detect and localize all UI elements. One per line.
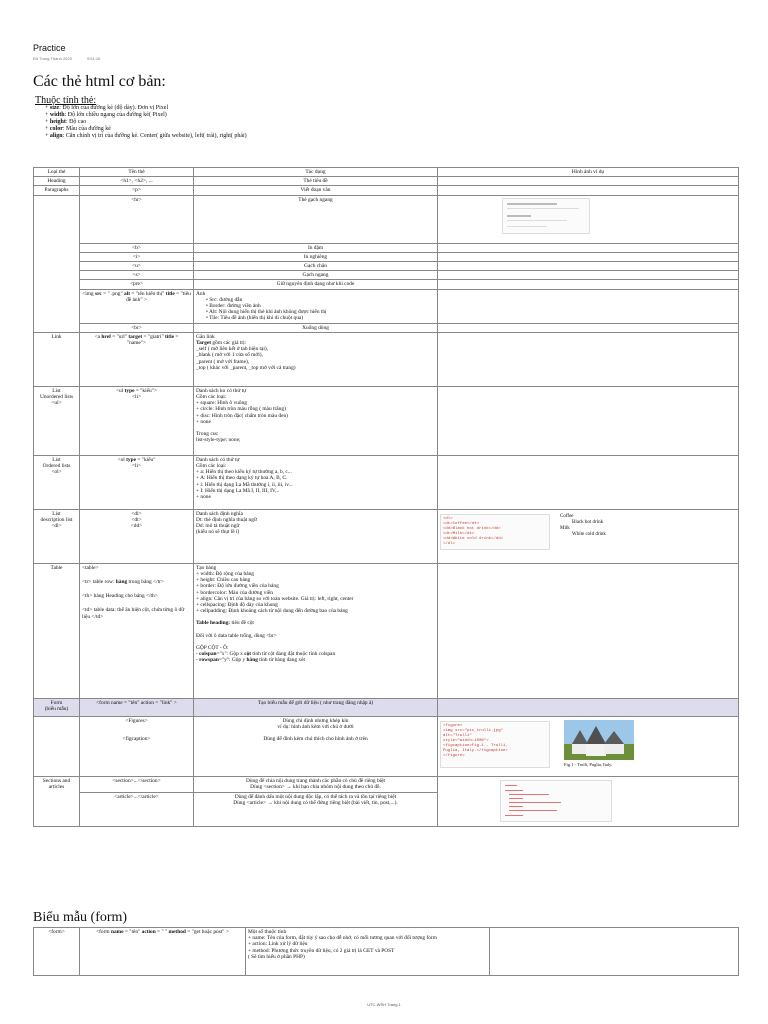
cell [438,252,739,261]
attribute-item: + align: Căn chỉnh vị trí của đường kẻ. Center( giữa website), left( trái), right( phải) [45,133,247,139]
cell [438,455,739,509]
th-effect: Tác dụng [194,168,438,177]
cell: <ol type = "kiểu" <li> [80,455,194,509]
cell [490,928,739,976]
cell [34,195,80,332]
th-example: Hình ảnh ví dụ [438,168,739,177]
cell [438,698,739,716]
cell: Table [34,563,80,698]
cell: <pre> [80,280,194,289]
cell [34,716,80,776]
cell: Gạch chân [194,262,438,271]
attribute-item: + size: Độ lớn của đường kẻ (độ dày). Đơn vị Pixel [45,105,169,111]
table-row [34,776,739,792]
cell: Giữ nguyên định dạng như khi code [194,280,438,289]
cell: Danh sách ko có thứ tự Gồm các loại: + square: Hình ô vuông + circle: Hình tròn màu rỗng ( màu trắng) + disc: Hình tròn đặc( chấm tròn màu đen) + none Trong css: list-style-type: none; [194,386,438,455]
cell: Tạo bảng + width: Độ rộng của bảng + height: Chiều cao bảng + border: Độ lớn đường viền của bảng + bordercolor: Màu của đường viền + align: Căn vị trí của bảng so với toàn website. Giá trị: left, right, center + cellspacing: Định độ dày của khung + cellpadding: Định khoảng cách từ nội dung đến đường bao của bảng Table heading: tiêu đề cột Đối với ô data table trống, dùng <br> GỘP CỘT - Ô: - colspan="x": Gộp x cột tính từ cột đang đặt thuộc tính colspan - rowspan="y": Gộp y hàng tính từ hàng đang xét [194,563,438,698]
cell: Một số thuộc tính + name: Tên của form, đặt tùy ý sao cho dễ nhớ, có mối tương quan với đối tượng form + action: Link xử lý dữ liệu + method: Phương thức truyền dữ liệu, có 2 giá trị là GET và POST ( Sẽ tìm hiểu ở phần PHP) [246,928,490,976]
cell: Ảnh • Src: đường dẫn • Border: đường viền ảnh • Alt: Nội dung hiển thị thẻ khi ảnh không được hiển thị • Tile: Tiêu đề ảnh (hiển thị khi di chuột qua) [194,289,438,323]
cell: Dùng để chia nội dung trang thành các phần có chủ đề riêng biệt Dùng <section> → khi bạn chia nhóm nội dung theo chủ đề. [194,776,438,792]
cell: <article>...</article> [80,792,194,826]
cell: <dl> <dt> <dd> [80,509,194,563]
table-row [34,386,739,455]
cell: <form name = "tên" action = " " method = "get hoặc post" > [80,928,246,976]
hr-example-cell [438,195,739,243]
cell [438,563,739,698]
main-title: Các thẻ html cơ bản: [33,73,166,90]
table-row [34,455,739,509]
cell: <table> <tr> table row: hàng trong bảng </tr> <th> hàng Heading cho bảng </th> <td> table data: thể ăn hiện cột, chứa từng ô dữ liệu </td> [80,563,194,698]
table-row [34,332,739,386]
dl-rendered-output: Coffee Black hot drink Milk White cold drink [560,513,606,537]
page-footer: UTC-WSH Trang 1 [367,1002,401,1007]
trulli-photo [564,720,634,760]
cell: <hr> [80,195,194,243]
cell: Thẻ gạch ngang [194,195,438,243]
th-tag: Tên thẻ [80,168,194,177]
cell: <Figures> <figcaption> [80,716,194,776]
date-label: 9:51:16 [86,56,101,61]
table-row [34,252,739,261]
cell: Dùng để đánh dấu một nội dung độc lập, có thể tách ra và tồn tại riêng biệt Dùng <article> → khi nội dung có thể đứng riêng biệt (bài viết, tin, post,...). [194,792,438,826]
cell: <s> [80,271,194,280]
cell: <b> [80,243,194,252]
cell: <ul type = "kiểu"> <li> [80,386,194,455]
cell [438,332,739,386]
cell: <i> [80,252,194,261]
cell: <br> [80,323,194,332]
sections-example-cell [438,776,739,826]
cell: Heading [34,177,80,186]
page-header-title: Practice [33,43,66,53]
table-row [34,509,739,563]
cell [438,289,739,323]
cell: <h1>, <h2>, ... [80,177,194,186]
list-item: • Src: đường dẫn [206,296,243,303]
cell: <form name = "tên" action = "link" > [80,698,194,716]
table-row [34,262,739,271]
cell: Dùng chỉ định nhưng khép kín ví dụ: hình ảnh kèm với chú ở dưới Dùng để đính kèm chú thích cho hình ảnh ở trên [194,716,438,776]
attribute-item: + color: Màu của đường kẻ [45,126,111,132]
cell: <img src = " .png" alt = "tên hiển thị" title = "tiêu đề ảnh" > [80,289,194,323]
attribute-item: + height: Độ cao [45,119,87,125]
cell: List Ordered lists <ol> [34,455,80,509]
cell [438,386,739,455]
cell [438,186,739,195]
th-type: Loại thẻ [34,168,80,177]
cell: Paragraphs [34,186,80,195]
cell: Sections and articles [34,776,80,826]
cell: Gạch ngang [194,271,438,280]
table-header-row [34,168,739,177]
cell: <u> [80,262,194,271]
form-section-title: Biểu mẫu (form) [33,910,128,925]
sections-code-snippet [500,780,612,822]
figure-code-snippet: <figure> <img src="pic_trulli.jpg" alt="Trulli" style="width:100%"> <figcaption>Fig.1 - Trulli, Puglia, Italy.</figcaption> </figure> [440,721,550,768]
cell: Form (biểu mẫu) [34,698,80,716]
cell: Viết đoạn văn [194,186,438,195]
table-row [34,195,739,243]
cell: List description list <dl> [34,509,80,563]
cell [438,323,739,332]
cell: Link [34,332,80,386]
page-header-meta [33,56,114,61]
attribute-list [35,97,247,140]
list-item: • Border: đường viền ảnh [206,303,261,310]
list-item: • Alt: Nội dung hiển thị thẻ khi ảnh không được hiển thị [206,309,327,316]
cell: <section>...</section> [80,776,194,792]
dl-example-cell [438,509,739,563]
table-row [34,289,739,323]
cell: Gắn link Target gồm các giá trị: _self ( mở liên kết ở tab hiện tại), _blank ( mở với 1 cửa số mới), _parent ( mở với frame), _top ( khác với _parent, _top mở với cả trang) [194,332,438,386]
attribute-item: + width: Độ lớn chiều ngang của đường kẻ( Pixel) [45,112,167,118]
table-row [34,323,739,332]
cell: <form> [34,928,80,976]
table-row [34,186,739,195]
table-row [34,280,739,289]
cell: Danh sách định nghĩa Dt: thẻ định nghĩa thuật ngữ Dd: mô tả thuật ngữ (kiểu nó sẽ thụt lề í) [194,509,438,563]
dl-code-snippet: <dl> <dt>Coffee</dt> <dd>Black hot drink</dd> <dt>Milk</dt> <dd>White cold drink</dd> </dl> [440,514,550,550]
cell [438,280,739,289]
figure-example-cell [438,716,739,776]
cell: Thẻ tiêu đề [194,177,438,186]
table-row [34,177,739,186]
figure-caption: Fig.1 - Trulli, Puglia, Italy. [564,762,613,768]
cell: <a href = "url" target = "giatri" title = "name"> [80,332,194,386]
cell: In nghiêng [194,252,438,261]
cell [438,177,739,186]
table-row [34,271,739,280]
cell: Tạo biểu mẫu để gửi dữ liệu ( như trang đăng nhập á) [194,698,438,716]
cell: Xuống dòng [194,323,438,332]
cell: In đậm [194,243,438,252]
author-label: Đỗ Trung Thành 2025 [33,56,72,61]
table-row [34,716,739,776]
cell: Danh sách có thứ tự Gồm các loại: + a: Hiển thị theo kiểu ký tự thường a, b, c... + A: Hiển thị theo dạng ký tự hoa A, B, C. + i: Hiển thị dạng La Mã thường i, ii, iii, iv... + I: Hiển thị dạng La Mã I, II, III, IV,.. + none [194,455,438,509]
cell: <p> [80,186,194,195]
list-item: • Tile: Tiêu đề ảnh (hiển thị khi di chuột qua) [206,315,304,322]
table-row [34,698,739,716]
cell: List Unordered lists <ul> [34,386,80,455]
cell [438,262,739,271]
table-row [34,243,739,252]
form-table [33,927,739,976]
cell [438,271,739,280]
html-tags-table [33,167,739,827]
hr-example-image [502,198,590,234]
cell [438,243,739,252]
table-row [34,563,739,698]
table-row [34,928,739,976]
attribute-title: Thuộc tính thẻ: [35,95,97,106]
